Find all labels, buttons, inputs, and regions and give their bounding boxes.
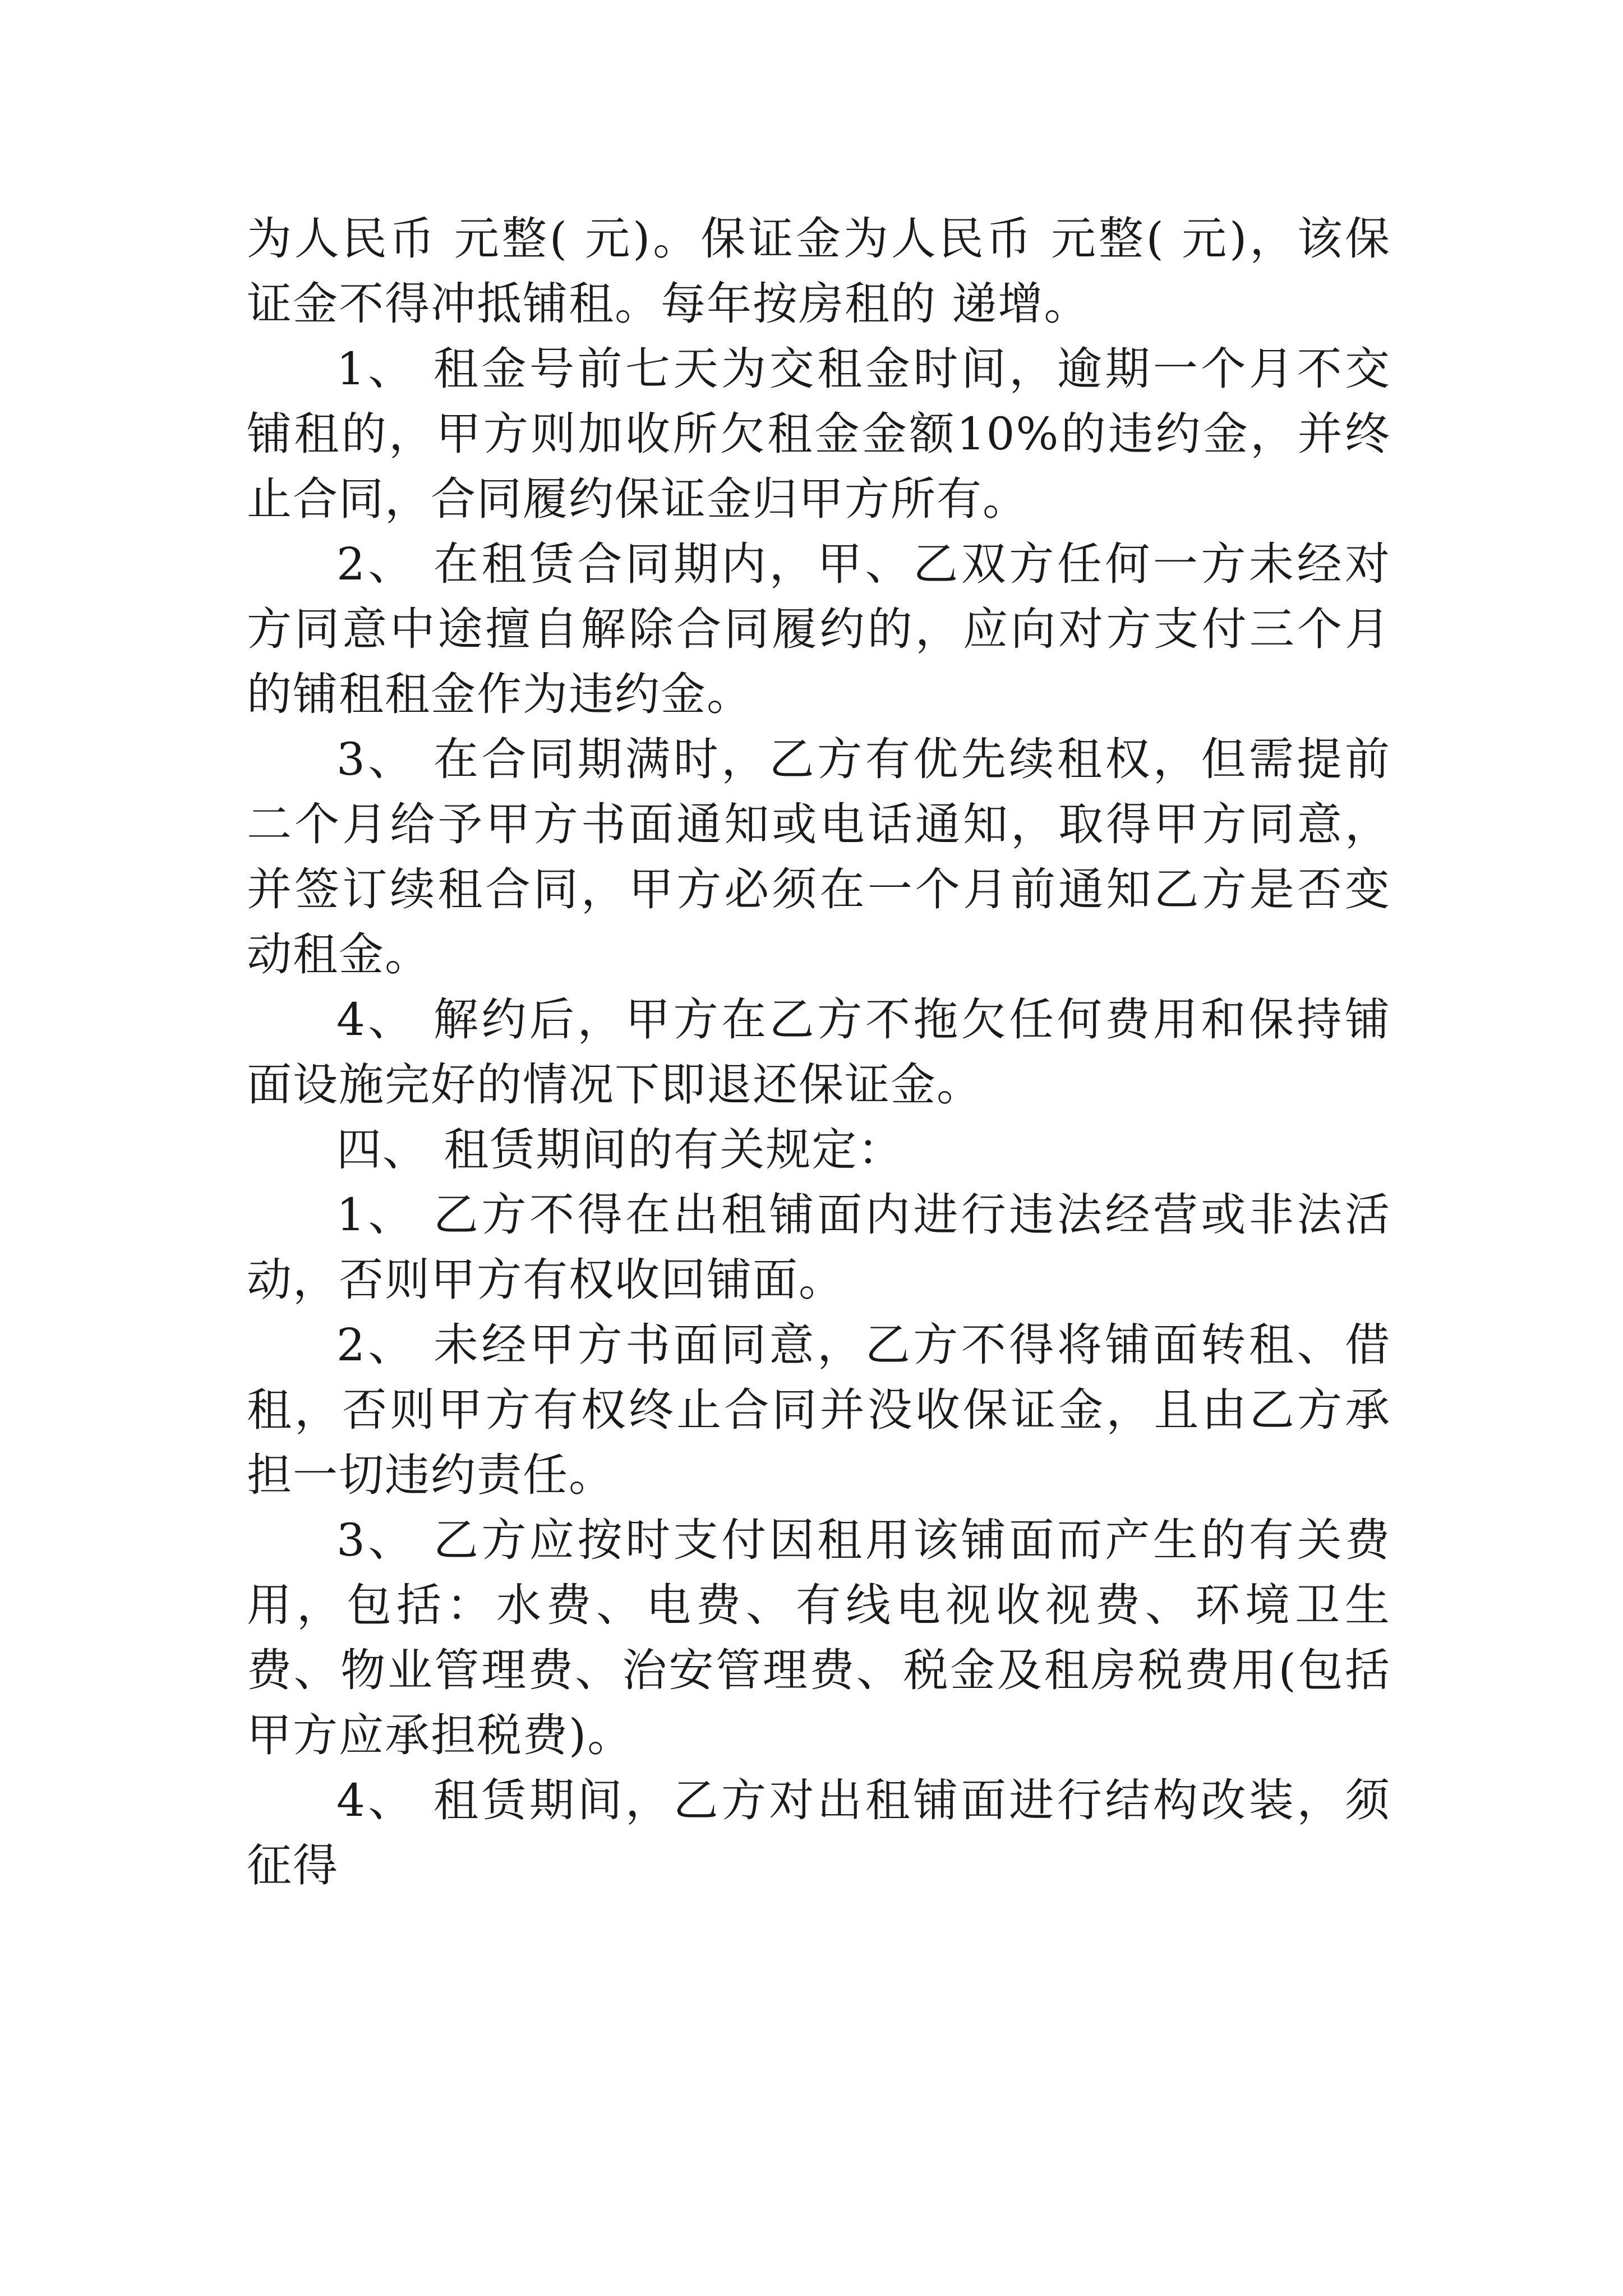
document-body bbox=[247, 206, 1391, 1898]
paragraph-clause-3-3: 3、 在合同期满时，乙方有优先续租权，但需提前二个月给予甲方书面通知或电话通知，取得甲方同意，并签订续租合同，甲方必须在一个月前通知乙方是否变动租金。 bbox=[247, 733, 1391, 981]
paragraph-clause-4-1: 1、 乙方不得在出租铺面内进行违法经营或非法活动，否则甲方有权收回铺面。 bbox=[247, 1189, 1391, 1306]
paragraph-clause-4-2: 2、 未经甲方书面同意，乙方不得将铺面转租、借租，否则甲方有权终止合同并没收保证金，且由乙方承担一切违约责任。 bbox=[247, 1319, 1391, 1501]
paragraph-deposit-terms: 为人民币 元整( 元)。保证金为人民币 元整( 元)，该保证金不得冲抵铺租。每年按房租的 递增。 bbox=[247, 213, 1391, 330]
section-heading-4: 四、 租赁期间的有关规定： bbox=[336, 1124, 904, 1176]
paragraph-clause-4-4: 4、 租赁期间，乙方对出租铺面进行结构改装，须征得 bbox=[247, 1774, 1391, 1892]
paragraph-clause-4-3: 3、 乙方应按时支付因租用该铺面而产生的有关费用，包括：水费、电费、有线电视收视费、环境卫生费、物业管理费、治安管理费、税金及租房税费用(包括甲方应承担税费)。 bbox=[247, 1514, 1391, 1761]
paragraph-clause-3-4: 4、 解约后，甲方在乙方不拖欠任何费用和保持铺面设施完好的情况下即退还保证金。 bbox=[247, 993, 1391, 1111]
paragraph-clause-3-1: 1、 租金号前七天为交租金时间，逾期一个月不交铺租的，甲方则加收所欠租金金额10%的违约金，并终止合同，合同履约保证金归甲方所有。 bbox=[247, 343, 1391, 525]
paragraph-clause-3-2: 2、 在租赁合同期内，甲、乙双方任何一方未经对方同意中途擅自解除合同履约的，应向对方支付三个月的铺租租金作为违约金。 bbox=[247, 538, 1391, 720]
